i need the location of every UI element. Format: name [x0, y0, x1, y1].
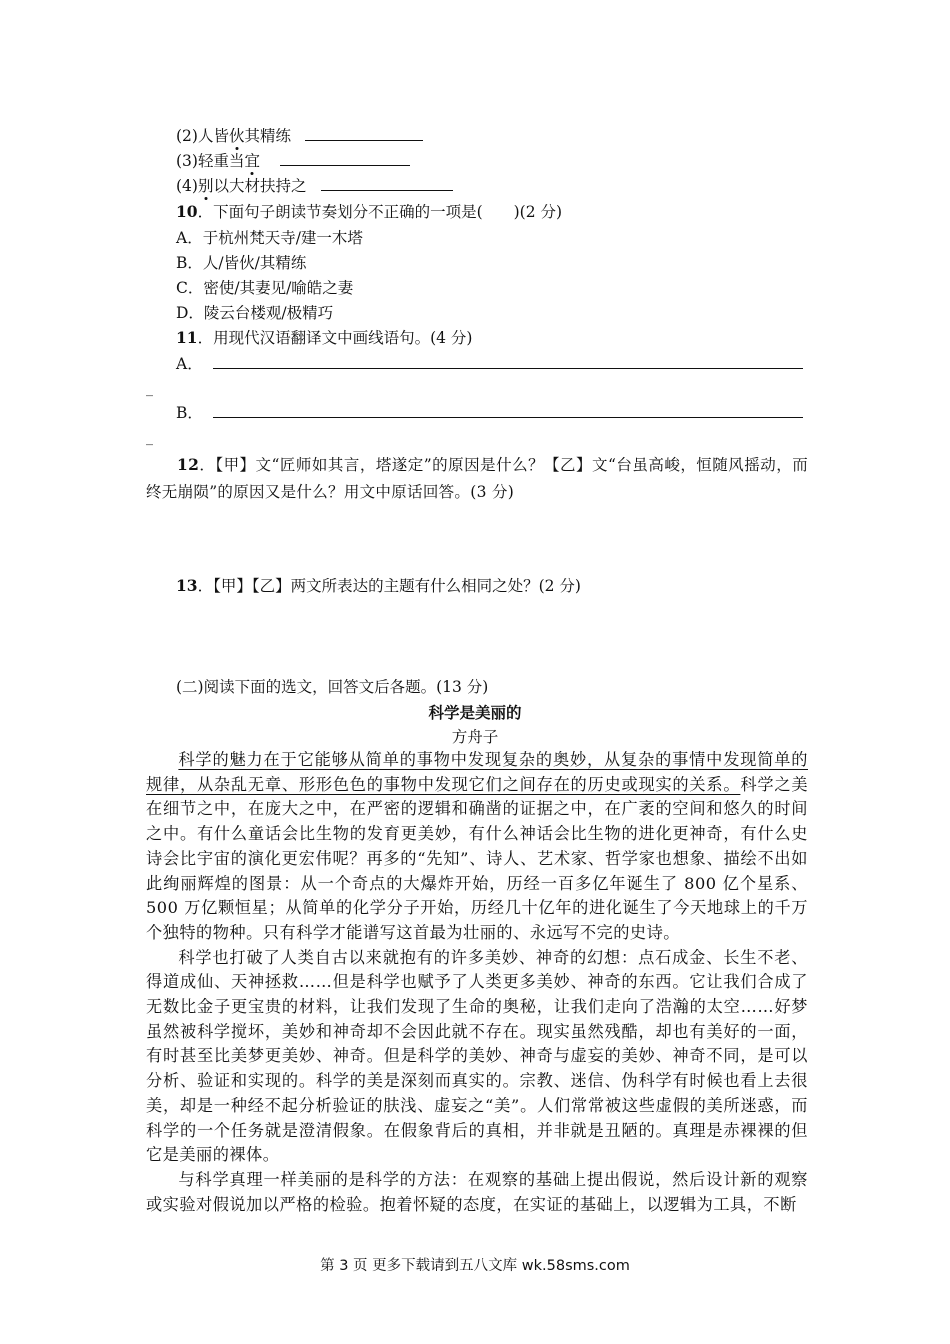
- q11-answer-b: [176, 403, 803, 423]
- q9-item-2: [176, 126, 423, 146]
- section-2-heading: (二)阅读下面的选文，回答文后各题。(13 分): [176, 678, 489, 696]
- q9-item-4-prefix: (4): [176, 177, 198, 195]
- q12-text: ．【甲】文“匠师如其言，塔遂定”的原因是什么？【乙】文“台虽高峻，恒随风摇动，而终无崩陨”的原因又是什么？用文中原话回答。(3 分): [146, 456, 808, 501]
- q9-item-4: [176, 176, 453, 196]
- q11-answer-b-blank[interactable]: [213, 403, 803, 418]
- q9-item-3: [176, 151, 410, 171]
- q10-option-d: D．陵云台楼观/极精巧: [176, 304, 334, 322]
- article-author: 方舟子: [451, 728, 499, 746]
- q9-item-3-answer-blank[interactable]: [280, 151, 410, 166]
- q9-item-4-suffix: 以大材扶持之: [213, 177, 307, 195]
- q10-number: 10: [176, 202, 198, 221]
- q9-item-4-answer-blank[interactable]: [321, 176, 453, 191]
- q9-item-2-answer-blank[interactable]: [305, 126, 423, 141]
- q10-option-b: B．人/皆伙/其精练: [176, 254, 307, 272]
- q12-prompt: [146, 451, 808, 506]
- q9-item-2-prefix: (2)人皆: [176, 127, 229, 145]
- q13-text: ．【甲】【乙】两文所表达的主题有什么相同之处？(2 分): [197, 577, 581, 595]
- q13-number: 13: [176, 576, 198, 595]
- q10-option-a: A．于杭州梵天寺/建一木塔: [176, 229, 363, 247]
- q11-answer-a-label: A．: [176, 355, 203, 373]
- q11-answer-a: [176, 354, 803, 374]
- paragraph-1-rest: 科学之美在细节之中，在庞大之中，在严密的逻辑和确凿的证据之中，在广袤的空间和悠久的时间之中。有什么童话会比生物的发育更美妙，有什么神话会比生物的进化更神奇，有什么史诗会比宇宙的演化更宏伟呢？再多的“先知”、诗人、艺术家、哲学家也想象、描绘不出如此绚丽辉煌的图景：从一个奇点的大爆炸开始，历经一百多亿年诞生了 800 亿个星系、500 万亿颗恒星；从简单的化学分子开始，历经几十亿年的进化诞生了今天地球上的千万个独特的物种。只有科学才能谱写这首最为壮丽的、永远写不完的史诗。: [146, 774, 809, 942]
- q9-item-2-dotted-char: 伙: [228, 127, 245, 145]
- article-paragraph-2: 科学也打破了人类自古以来就抱有的许多美妙、神奇的幻想：点石成金、长生不老、得道成仙、天神拯救……但是科学也赋予了人类更多美妙、神奇的东西。它让我们合成了无数比金子更宝贵的材料，让我们发现了生命的奥秘，让我们走向了浩瀚的太空……好梦虽然被科学搅坏，美妙和神奇却不会因此就不存在。现实虽然残酷，却也有美好的一面，有时甚至比美梦更美妙、神奇。但是科学的美妙、神奇与虚妄的美妙、神奇不同，是可以分析、验证和实现的。科学的美是深刻而真实的。宗教、迷信、伪科学有时候也看上去很美，却是一种经不起分析验证的肤浅、虚妄之“美”。人们常常被这些虚假的美所迷惑，而科学的一个任务就是澄清假象。在假象背后的真相，并非就是丑陋的。真理是赤裸裸的但它是美丽的裸体。: [146, 947, 808, 1165]
- q12-number: 12: [177, 455, 200, 474]
- q9-item-3-prefix: (3)轻重当: [176, 152, 245, 170]
- q10-option-c: C．密使/其妻见/喻皓之妻: [176, 279, 354, 297]
- q9-item-2-suffix: 其精练: [244, 127, 291, 145]
- q13-prompt: [176, 576, 581, 596]
- q11-prompt: [176, 328, 472, 348]
- article-paragraph-3: 与科学真理一样美丽的是科学的方法：在观察的基础上提出假说，然后设计新的观察或实验对假说加以严格的检验。抱着怀疑的态度，在实证的基础上，以逻辑为工具，不断: [146, 1169, 808, 1214]
- q9-item-4-dotted-char: 别: [197, 177, 214, 195]
- article-paragraph-1: [146, 748, 808, 946]
- q9-item-3-dotted-char: 宜: [244, 152, 260, 170]
- underlined-sentence: 科学的魅力在于它能够从简单的事物中发现复杂的奥妙，从复杂的事情中发现简单的规律，从杂乱无章、形形色色的事物中发现它们之间存在的历史或现实的关系。: [146, 750, 808, 794]
- article-body: [146, 748, 808, 1217]
- q10-prompt: [176, 202, 562, 222]
- q11-answer-a-overflow: _: [146, 381, 153, 397]
- q11-answer-b-overflow: _: [146, 430, 153, 446]
- article-title: 科学是美丽的: [428, 704, 522, 722]
- q11-text: ．用现代汉语翻译文中画线语句。(4 分): [197, 329, 473, 347]
- q11-number: 11: [176, 328, 198, 347]
- page-footer: 第 3 页 更多下载请到五八文库 wk.58sms.com: [320, 1258, 630, 1274]
- q11-answer-a-blank[interactable]: [213, 354, 803, 369]
- q11-answer-b-label: B．: [176, 404, 203, 422]
- q10-text: ．下面句子朗读节奏划分不正确的一项是( )(2 分): [197, 203, 563, 221]
